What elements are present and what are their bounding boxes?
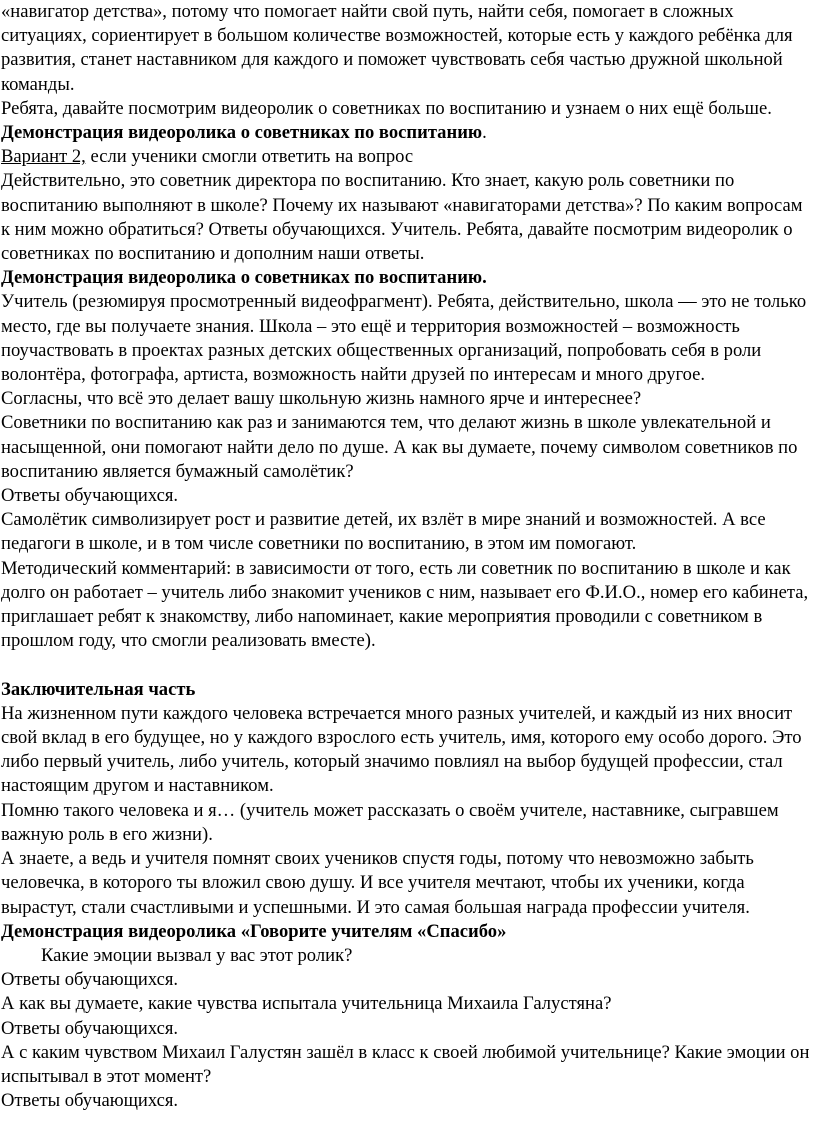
blank-line	[1, 653, 816, 677]
paragraph-student-answers: Ответы обучающихся.	[1, 485, 179, 507]
paragraph-teachers-remember: А знаете, а ведь и учителя помнят своих учеников спустя годы, потому что невозможно забыть человечка, в которого ты вложил свою душу. И все учителя мечтают, чтобы их ученики, когда вырастут, стали счастливыми и успешными. И это самая большая награда профессии учителя.	[1, 848, 754, 918]
paragraph-invite-video: Ребята, давайте посмотрим видеоролик о советниках по воспитанию и узнаем о них ещё больше.	[1, 97, 772, 119]
heading-final-part: Заключительная часть	[1, 678, 196, 700]
paragraph-student-answers-3: Ответы обучающихся.	[1, 1017, 179, 1039]
paragraph-variant-2	[1, 145, 816, 169]
paragraph-feelings-question: А как вы думаете, какие чувства испытала учительница Михаила Галустяна?	[1, 993, 612, 1015]
paragraph-advisor-role: Действительно, это советник директора по воспитанию. Кто знает, какую роль советники по воспитанию выполняют в школе? Почему их называют «навигаторами детства»? По каким вопросам к ним можно обратиться? Ответы обучающихся. Учитель. Ребята, давайте посмотрим видеоролик о советниках по воспитанию и дополним наши ответы.	[1, 170, 803, 265]
heading-video-demo-2: Демонстрация видеоролика о советниках по воспитанию.	[1, 267, 487, 289]
paragraph-airplane-question: Советники по воспитанию как раз и занимаются тем, что делают жизнь в школе увлекательной и насыщенной, они помогают найти дело по душе. А как вы думаете, почему символом советников по воспитанию является бумажный самолётик?	[1, 412, 798, 482]
variant-condition: если ученики смогли ответить на вопрос	[85, 146, 414, 168]
heading-video-demo-tail: .	[482, 122, 487, 144]
paragraph-life-teachers: На жизненном пути каждого человека встречается много разных учителей, и каждый из них вносит свой вклад в его будущее, но у каждого взрослого есть учитель, имя, которого ему особо дорого. Это либо первый учитель, либо учитель, который значимо повлиял на выбор будущей профессии, стал настоящим другом и наставником.	[1, 702, 802, 797]
paragraph-student-answers-2: Ответы обучающихся.	[1, 969, 179, 991]
heading-video-demo-text: Демонстрация видеоролика о советниках по воспитанию	[1, 122, 483, 144]
paragraph-remember-person: Помню такого человека и я… (учитель может рассказать о своём учителе, наставнике, сыгравшем важную роль в его жизни).	[1, 799, 779, 845]
paragraph-agree-question: Согласны, что всё это делает вашу школьную жизнь намного ярче и интереснее?	[1, 388, 642, 410]
paragraph-galustyan-question: А с каким чувством Михаил Галустян зашёл в класс к своей любимой учительнице? Какие эмоции он испытывал в этот момент?	[1, 1041, 810, 1087]
heading-video-demo	[1, 121, 816, 145]
paragraph-student-answers-4: Ответы обучающихся.	[1, 1090, 179, 1112]
paragraph-airplane-symbol: Самолётик символизирует рост и развитие детей, их взлёт в мире знаний и возможностей. А все педагоги в школе, и в том числе советники по воспитанию, в этом им помогают.	[1, 509, 766, 555]
paragraph-emotions-question: Какие эмоции вызвал у вас этот ролик?	[41, 944, 353, 966]
heading-video-thank-you: Демонстрация видеоролика «Говорите учителям «Спасибо»	[1, 920, 507, 942]
variant-label: Вариант 2,	[1, 146, 86, 168]
paragraph-navigator: «навигатор детства», потому что помогает найти свой путь, найти себя, помогает в сложных ситуациях, сориентирует в большом количестве возможностей, которые есть у каждого ребёнка для развития, станет наставником для каждого и поможет чувствовать себя частью дружной школьной команды.	[1, 1, 793, 95]
paragraph-teacher-summary: Учитель (резюмируя просмотренный видеофрагмент). Ребята, действительно, школа — это не только место, где вы получаете знания. Школа – это ещё и территория возможностей – возможность поучаствовать в проектах разных детских общественных организаций, попробовать себя в роли волонтёра, фотографа, артиста, возможность найти друзей по интересам и много другое.	[1, 291, 807, 386]
paragraph-method-comment: Методический комментарий: в зависимости от того, есть ли советник по воспитанию в школе и как долго он работает – учитель либо знакомит учеников с ним, называет его Ф.И.О., номер его кабинета, приглашает ребят к знакомству, либо напоминает, какие мероприятия проводили с советником в прошлом году, что смогли реализовать вместе).	[1, 557, 809, 652]
